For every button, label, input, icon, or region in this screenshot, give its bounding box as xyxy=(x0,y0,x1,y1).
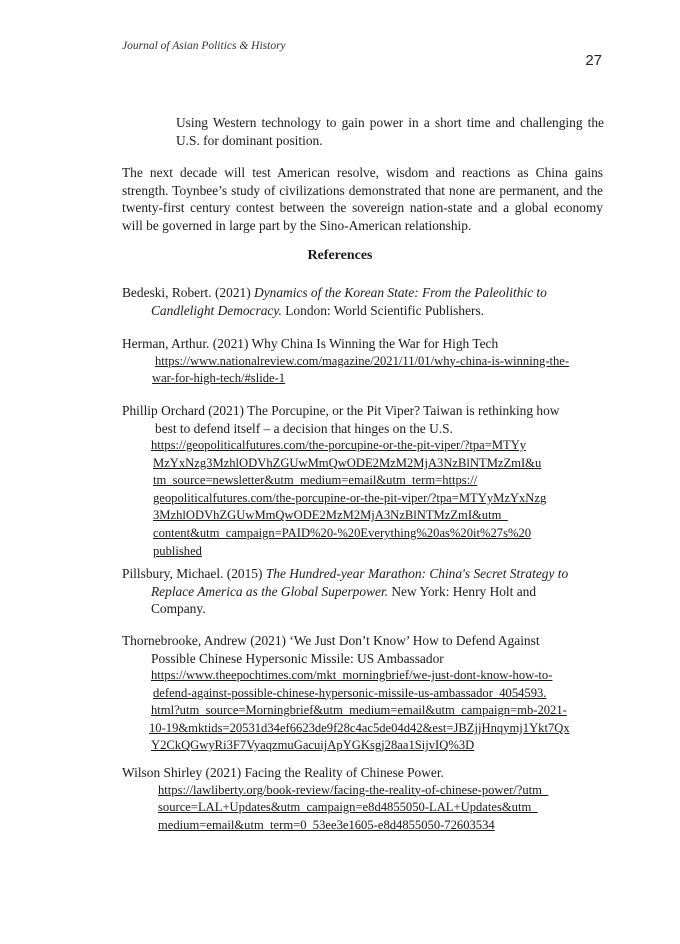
reference-line: Wilson Shirley (2021) Facing the Reality of Chinese Power. xyxy=(122,765,444,780)
reference-line: Thornebrooke, Andrew (2021) ‘We Just Don’t Know’ How to Defend Against xyxy=(122,633,540,648)
reference-link[interactable]: html?utm_source=Morningbrief&utm_medium=email&utm_campaign=mb-2021- xyxy=(151,703,567,718)
reference-title: Dynamics of the Korean State: From the Paleolithic to xyxy=(254,285,547,300)
reference-author: Pillsbury, Michael. (2015) xyxy=(122,566,266,581)
reference-line xyxy=(122,565,612,583)
reference-line xyxy=(122,302,612,320)
reference-title: Replace America as the Global Superpower. xyxy=(151,583,389,599)
reference-entry xyxy=(122,632,612,755)
reference-line: Possible Chinese Hypersonic Missile: US Ambassador xyxy=(151,650,444,666)
reference-line: Company. xyxy=(151,601,206,616)
reference-link[interactable]: https://lawliberty.org/book-review/facing-the-reality-of-chinese-power/?utm_ xyxy=(158,782,549,797)
reference-entry xyxy=(122,764,612,834)
reference-entry xyxy=(122,402,612,560)
journal-title: Journal of Asian Politics & History xyxy=(122,40,286,52)
reference-link[interactable]: tm_source=newsletter&utm_medium=email&utm_term=https:// xyxy=(153,473,478,488)
reference-line: best to defend itself – a decision that hinges on the U.S. xyxy=(155,420,453,436)
reference-link[interactable]: defend-against-possible-chinese-hypersonic-missile-us-ambassador_4054593. xyxy=(153,685,547,700)
reference-link[interactable]: source=LAL+Updates&utm_campaign=e8d4855050-LAL+Updates&utm_ xyxy=(158,800,538,815)
reference-link[interactable]: MzYxNzg3MzhlODVhZGUwMmQwODE2MzM2MjA3NzBlNTMzZmI&u xyxy=(153,455,542,470)
reference-link[interactable]: geopoliticalfutures.com/the-porcupine-or-the-pit-viper/?tpa=MTYyMzYxNzg xyxy=(153,490,547,505)
reference-line: Herman, Arthur. (2021) Why China Is Winning the War for High Tech xyxy=(122,336,499,351)
references-heading: References xyxy=(307,248,373,263)
reference-title: The Hundred-year Marathon: China's Secret Strategy to xyxy=(265,566,569,581)
reference-publisher: London: World Scientific Publishers. xyxy=(281,302,485,318)
reference-line xyxy=(122,583,612,601)
reference-line: Phillip Orchard (2021) The Porcupine, or the Pit Viper? Taiwan is rethinking how xyxy=(122,403,560,418)
reference-author: Bedeski, Robert. (2021) xyxy=(122,285,255,300)
body-paragraph: The next decade will test American resolve, wisdom and reactions as China gains strength. Toynbee’s study of civilizations demonstrated that none are permanent, and the twenty-first century contest between the sovereign nation-state and a global economy will be governed in large part by the Sino-American relationship. xyxy=(122,165,603,233)
reference-entry xyxy=(122,284,612,319)
reference-link[interactable]: published xyxy=(153,543,202,558)
reference-link[interactable]: war-for-high-tech/#slide-1 xyxy=(152,371,286,386)
reference-link[interactable]: 3MzhlODVhZGUwMmQwODE2MzM2MjA3NzBlNTMzZmI&utm_ xyxy=(153,508,508,523)
reference-link[interactable]: Y2CkQGwyRi3F7VyaqzmuGacuijApYGKsgj28aa1SijvIQ%3D xyxy=(151,738,475,753)
reference-link[interactable]: https://www.nationalreview.com/magazine/2021/11/01/why-china-is-winning-the- xyxy=(155,353,570,368)
block-quote: Using Western technology to gain power in a short time and challenging the U.S. for dominant position. xyxy=(176,115,604,148)
reference-entry xyxy=(122,565,612,618)
reference-link[interactable]: content&utm_campaign=PAID%20-%20Everything%20as%20it%27s%20 xyxy=(153,525,532,540)
reference-link[interactable]: https://geopoliticalfutures.com/the-porcupine-or-the-pit-viper/?tpa=MTYy xyxy=(151,438,527,452)
reference-title: Candlelight Democracy. xyxy=(151,302,282,318)
reference-entry xyxy=(122,335,612,388)
reference-publisher: New York: Henry Holt and xyxy=(388,583,537,599)
reference-link[interactable]: medium=email&utm_term=0_53ee3e1605-e8d4855050-72603534 xyxy=(158,817,495,832)
reference-line xyxy=(122,284,612,302)
reference-link[interactable]: https://www.theepochtimes.com/mkt_morningbrief/we-just-dont-know-how-to- xyxy=(151,668,553,682)
page-number: 27 xyxy=(585,52,602,69)
reference-link[interactable]: 10-19&mktids=20531d34ef6623de9f28c4ac5de04d42&est=JBZjjHnqymj1Ykt7Qx xyxy=(149,720,570,735)
